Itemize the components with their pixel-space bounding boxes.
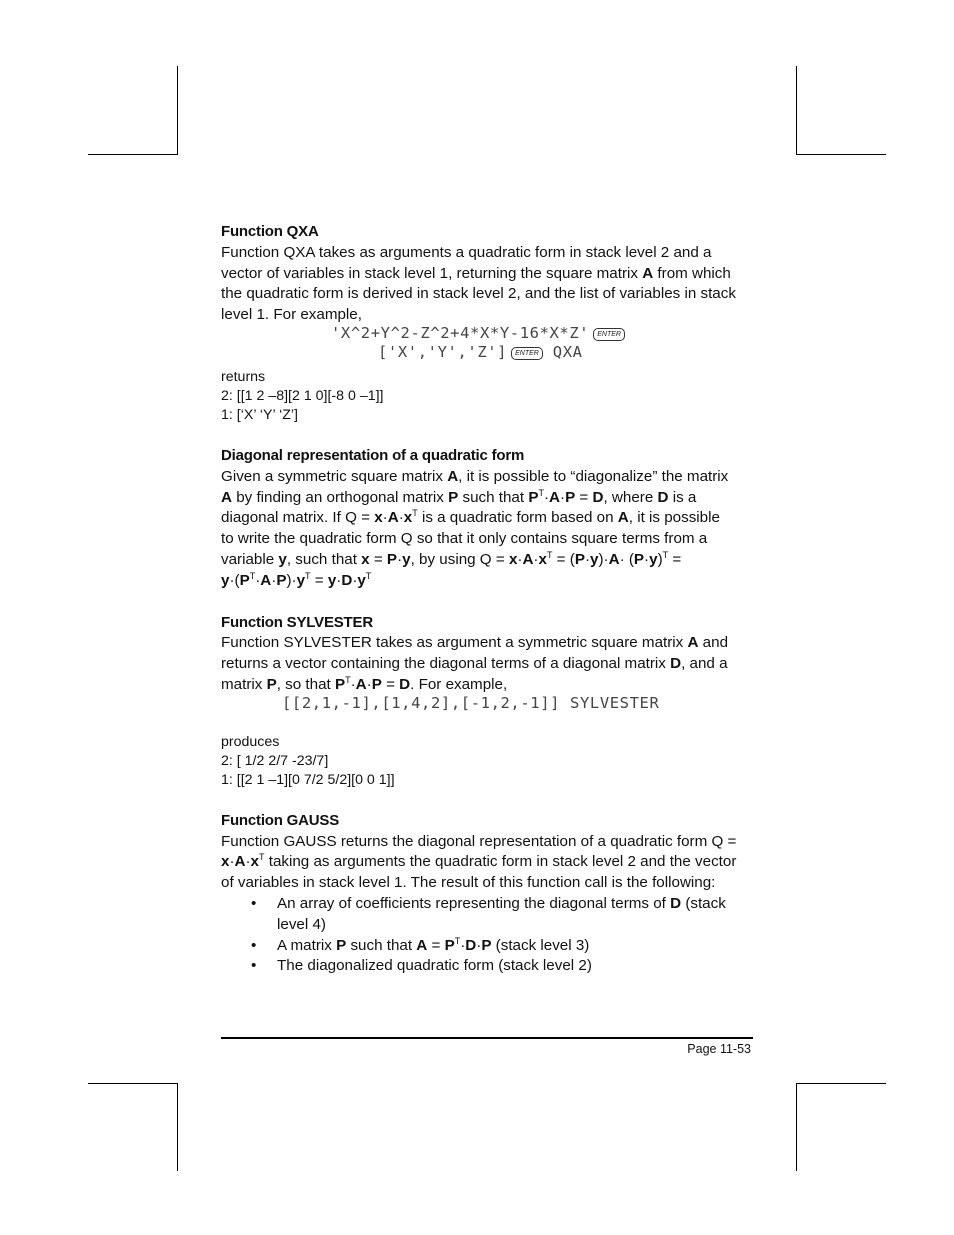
- section-heading-sylvester: Function SYLVESTER: [221, 613, 373, 631]
- paragraph: $y\cdot(P^T\cdot A\cdot P)\cdot y^T = y\cdot D\cdot y^T$: [221, 570, 372, 589]
- list-item: • A matrix P such that $A = P^T\cdot D\cdot P$ (stack level 3): [221, 936, 761, 957]
- calculator-input: 'X^2+Y^2-Z^2+4*X*Y-16*X*Z' ENTER: [221, 324, 761, 343]
- page-content: [221, 222, 761, 977]
- section-heading-diagonal: Diagonal representation of a quadratic form: [221, 446, 525, 464]
- crop-mark: [796, 154, 886, 155]
- footer-rule: [221, 1037, 753, 1039]
- bullet-icon: •: [251, 936, 257, 954]
- paragraph: Function SYLVESTER takes as argument a symmetric square matrix A and: [221, 634, 729, 652]
- list-item: • An array of coefficients representing the diagonal terms of D (stack level 4): [251, 894, 726, 933]
- list-item: • The diagonalized quadratic form (stack level 2): [221, 956, 761, 977]
- enter-key-icon: ENTER: [511, 347, 543, 360]
- paragraph: Function QXA takes as arguments a quadratic form in stack level 2 and a: [221, 243, 712, 261]
- crop-mark: [177, 1083, 178, 1171]
- crop-mark: [88, 154, 178, 155]
- paragraph: the quadratic form is derived in stack level 2, and the list of variables in stack: [221, 285, 736, 303]
- paragraph: A by finding an orthogonal matrix P such that $P^T\cdot A\cdot P = D$, where D is a: [221, 487, 697, 506]
- paragraph: variable y, such that x = P·y, by using $Q = x\cdot A\cdot x^T = (P\cdot y)\cdot A\cdot (P\cdot y)^T$ =: [221, 549, 682, 568]
- crop-mark: [796, 66, 797, 154]
- paragraph: to write the quadratic form Q so that it only contains square terms from a: [221, 530, 708, 548]
- result-line: 1: [‘X’ ‘Y’ ‘Z’]: [221, 406, 298, 423]
- paragraph: returns a vector containing the diagonal terms of a diagonal matrix D, and a: [221, 655, 728, 673]
- paragraph: vector of variables in stack level 1, returning the square matrix A from which: [221, 264, 731, 282]
- paragraph: Given a symmetric square matrix A, it is possible to “diagonalize” the matrix: [221, 467, 729, 485]
- bullet-icon: •: [251, 894, 257, 912]
- section-heading-gauss: Function GAUSS: [221, 811, 340, 829]
- calculator-input: ['X','Y','Z'] ENTER QXA: [378, 342, 583, 361]
- paragraph: produces: [221, 733, 280, 750]
- section-heading-qxa: Function QXA: [221, 223, 319, 240]
- paragraph: returns: [221, 368, 266, 385]
- paragraph: Function GAUSS returns the diagonal representation of a quadratic form Q =: [221, 832, 737, 850]
- calculator-input: [[2,1,-1],[1,4,2],[-1,2,-1]] SYLVESTER: [282, 693, 660, 712]
- crop-mark: [88, 1083, 178, 1084]
- bullet-list: [221, 894, 761, 977]
- page-number: Page 11-53: [687, 1042, 751, 1056]
- paragraph: of variables in stack level 1. The result of this function call is the following:: [221, 874, 716, 892]
- paragraph: level 1. For example,: [221, 306, 362, 324]
- paragraph: matrix P, so that $P^T\cdot A\cdot P = D$. For example,: [221, 674, 508, 693]
- crop-mark: [796, 1083, 797, 1171]
- crop-mark: [177, 66, 178, 154]
- result-line: 2: [[1 2 –8][2 1 0][-8 0 –1]]: [221, 387, 384, 404]
- crop-mark: [796, 1083, 886, 1084]
- paragraph: diagonal matrix. If $Q = x\cdot A\cdot x^T$ is a quadratic form based on A, it is possible: [221, 508, 720, 527]
- enter-key-icon: ENTER: [593, 328, 625, 341]
- result-line: 2: [ 1/2 2/7 -23/7]: [221, 752, 329, 769]
- paragraph: $x\cdot A\cdot x^T$ taking as arguments the quadratic form in stack level 2 and the vector: [221, 852, 737, 871]
- result-line: 1: [[2 1 –1][0 7/2 5/2][0 0 1]]: [221, 771, 395, 788]
- bullet-icon: •: [251, 957, 257, 975]
